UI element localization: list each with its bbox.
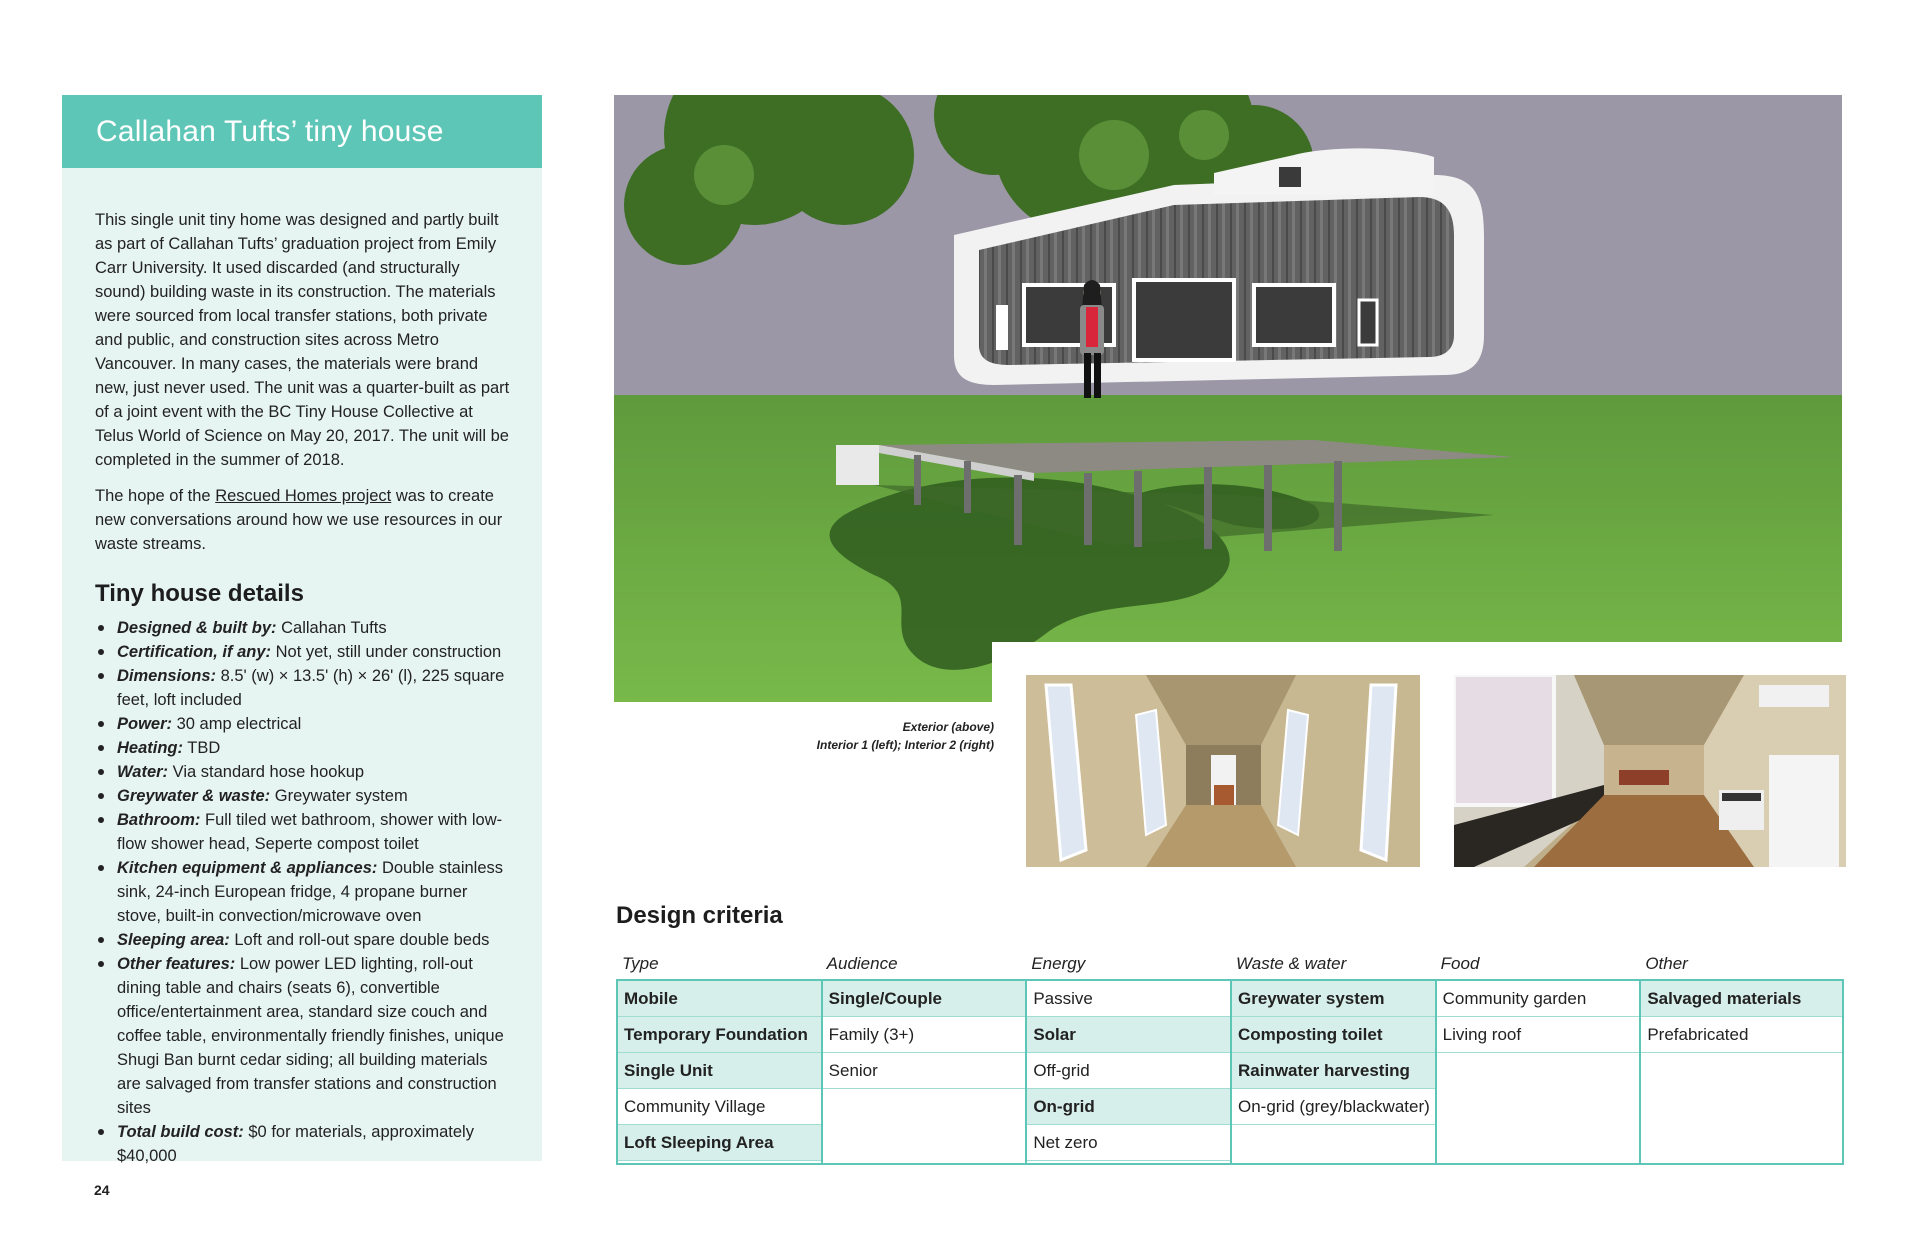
detail-label: Water: [117, 763, 169, 781]
caption-interior: Interior 1 (left); Interior 2 (right) [816, 738, 994, 752]
detail-value: Low power LED lighting, roll-out dining table and chairs (seats 6), convertible office/entertainment area, standard size couch and coffee table, environmentally friendly finishes, unique Shugi Ban burnt cedar siding; all building materials are salvaged from transfer stations and construction sites [117, 955, 504, 1117]
detail-label: Other features: [117, 955, 236, 973]
detail-item [95, 928, 512, 952]
interior-2-image [1454, 675, 1846, 867]
details-heading: Tiny house details [95, 580, 304, 607]
design-criteria-title: Design criteria [616, 902, 783, 929]
detail-label: Certification, if any: [117, 643, 272, 661]
criteria-cell-selected: Temporary Foundation [618, 1017, 821, 1053]
detail-item [95, 952, 512, 1120]
criteria-cell: On-grid (grey/blackwater) [1232, 1089, 1435, 1125]
detail-value: 30 amp electrical [172, 715, 302, 733]
criteria-column-header: Audience [821, 954, 1026, 981]
interior-2-rendering [1454, 675, 1846, 867]
criteria-cell: Net zero [1027, 1125, 1230, 1161]
criteria-cell: Passive [1027, 981, 1230, 1017]
criteria-column [1639, 981, 1844, 1165]
criteria-column [1025, 981, 1230, 1165]
sidebar-body [62, 168, 542, 1168]
detail-label: Total build cost: [117, 1123, 244, 1141]
detail-label: Power: [117, 715, 173, 733]
detail-label: Heating: [117, 739, 183, 757]
criteria-column [1435, 981, 1640, 1165]
detail-item [95, 664, 512, 712]
detail-value: $0 for materials, approximately $40,000 [117, 1123, 474, 1165]
detail-item [95, 856, 512, 928]
criteria-cell: Living roof [1437, 1017, 1640, 1053]
exterior-rendering [614, 95, 1842, 702]
criteria-cell: Prefabricated [1641, 1017, 1842, 1053]
criteria-cell-selected: Solar [1027, 1017, 1230, 1053]
detail-label: Kitchen equipment & appliances: [117, 859, 378, 877]
detail-value: TBD [183, 739, 221, 757]
image-caption [817, 718, 994, 754]
criteria-cell: Senior [823, 1053, 1026, 1089]
hope-paragraph [95, 484, 512, 556]
criteria-cell-selected: On-grid [1027, 1089, 1230, 1125]
detail-item [95, 760, 512, 784]
detail-value: Callahan Tufts [276, 619, 387, 637]
criteria-column-header: Waste & water [1230, 954, 1435, 981]
criteria-cell-selected: Greywater system [1232, 981, 1435, 1017]
page-number: 24 [94, 1182, 110, 1198]
criteria-cell-selected: Rainwater harvesting [1232, 1053, 1435, 1089]
detail-label: Bathroom: [117, 811, 201, 829]
criteria-cell-selected: Single Unit [618, 1053, 821, 1089]
exterior-image [614, 95, 1842, 702]
caption-exterior: Exterior (above) [902, 720, 994, 734]
interior-1-rendering [1026, 675, 1420, 867]
criteria-cell-selected: Composting toilet [1232, 1017, 1435, 1053]
detail-value: Full tiled wet bathroom, shower with low-flow shower head, Seperte compost toilet [117, 811, 503, 853]
detail-value: Not yet, still under construction [271, 643, 502, 661]
detail-item [95, 1120, 512, 1168]
criteria-column-header: Other [1639, 954, 1844, 981]
interior-1-image [1026, 675, 1420, 867]
criteria-column [616, 981, 821, 1165]
detail-item [95, 808, 512, 856]
detail-value: Via standard hose hookup [168, 763, 365, 781]
detail-item [95, 784, 512, 808]
criteria-cell: Community Village [618, 1089, 821, 1125]
detail-item [95, 712, 512, 736]
criteria-column-header: Food [1435, 954, 1640, 981]
criteria-cell: Community garden [1437, 981, 1640, 1017]
sidebar-panel [62, 95, 542, 1165]
detail-item [95, 616, 512, 640]
criteria-column-header: Type [616, 954, 821, 981]
detail-value: Greywater system [270, 787, 408, 805]
intro-paragraph: This single unit tiny home was designed and partly built as part of Callahan Tufts’ graduation project from Emily Carr University. It used discarded (and structurally sound) building waste in its construction. The materials were sourced from local transfer stations, both private and public, and construction sites across Metro Vancouver. In many cases, the materials were brand new, just never used. The unit was a quarter-built as part of a joint event with the BC Tiny House Collective at Telus World of Science on May 20, 2017. The unit will be completed in the summer of 2018. [95, 211, 510, 469]
detail-label: Designed & built by: [117, 619, 277, 637]
page-title: Callahan Tufts’ tiny house [62, 95, 542, 168]
detail-label: Greywater & waste: [117, 787, 271, 805]
criteria-cell: Off-grid [1027, 1053, 1230, 1089]
detail-value: 8.5' (w) × 13.5' (h) × 26' (l), 225 square feet, loft included [117, 667, 505, 709]
detail-value: Loft and roll-out spare double beds [229, 931, 490, 949]
detail-label: Dimensions: [117, 667, 217, 685]
rescued-homes-link[interactable]: Rescued Homes project [215, 487, 392, 505]
criteria-column [821, 981, 1026, 1165]
criteria-cell: Family (3+) [823, 1017, 1026, 1053]
criteria-cell-selected: Mobile [618, 981, 821, 1017]
detail-item [95, 640, 512, 664]
hope-text-after: was to create new conversations around how we use resources in our waste streams. [95, 487, 503, 553]
detail-label: Sleeping area: [117, 931, 230, 949]
details-list [95, 616, 512, 1168]
criteria-cell-selected: Loft Sleeping Area [618, 1125, 821, 1161]
criteria-column-header: Energy [1025, 954, 1230, 981]
criteria-column [1230, 981, 1435, 1165]
criteria-cell-selected: Salvaged materials [1641, 981, 1842, 1017]
design-criteria-table [616, 954, 1844, 1165]
criteria-cell-selected: Single/Couple [823, 981, 1026, 1017]
detail-item [95, 736, 512, 760]
detail-value: Double stainless sink, 24-inch European fridge, 4 propane burner stove, built-in convection/microwave oven [117, 859, 504, 925]
hope-text-before: The hope of the [95, 487, 216, 505]
